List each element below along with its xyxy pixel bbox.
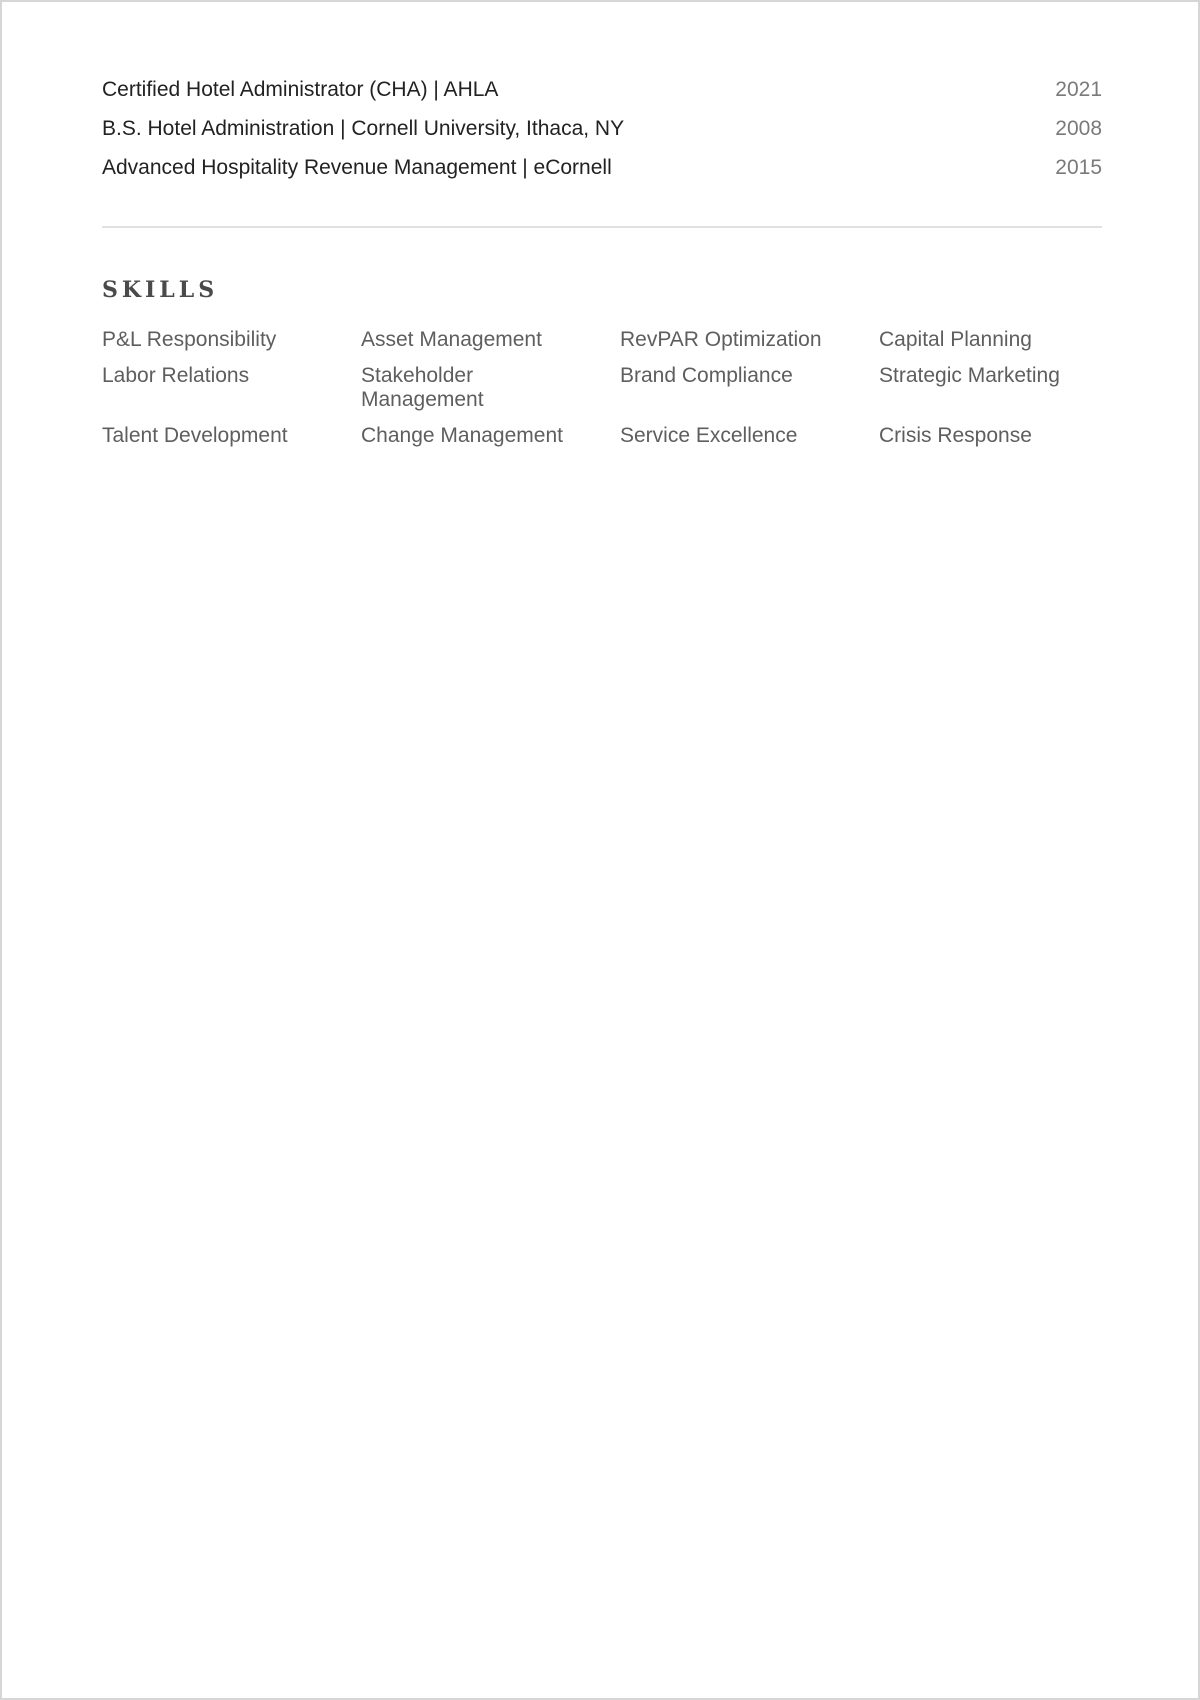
skill-item: Brand Compliance [620,364,793,387]
skill-item: Labor Relations [102,364,250,387]
skill-item: P&L Responsibility [102,328,277,351]
skill-item: Stakeholder Management [361,364,484,411]
section-divider [102,226,1102,228]
skill-item: Capital Planning [879,328,1032,351]
skill-item: Strategic Marketing [879,364,1060,387]
skills-grid [102,328,1102,448]
skills-heading: SKILLS [102,277,219,303]
skill-item: Crisis Response [879,424,1032,447]
education-entry [102,76,1102,115]
education-list [102,76,1102,193]
skill-item: Change Management [361,424,563,447]
education-year: 2021 [1055,78,1102,101]
skill-item: Talent Development [102,424,288,447]
skill-item: Asset Management [361,328,542,351]
education-year: 2015 [1055,156,1102,179]
education-entry [102,154,1102,193]
education-title: Certified Hotel Administrator (CHA) | AHLA [102,78,499,101]
skill-item: RevPAR Optimization [620,328,822,351]
education-title: Advanced Hospitality Revenue Management | eCornell [102,156,612,179]
education-entry [102,115,1102,154]
education-title: B.S. Hotel Administration | Cornell University, Ithaca, NY [102,117,625,140]
education-year: 2008 [1055,117,1102,140]
skill-item: Service Excellence [620,424,798,447]
